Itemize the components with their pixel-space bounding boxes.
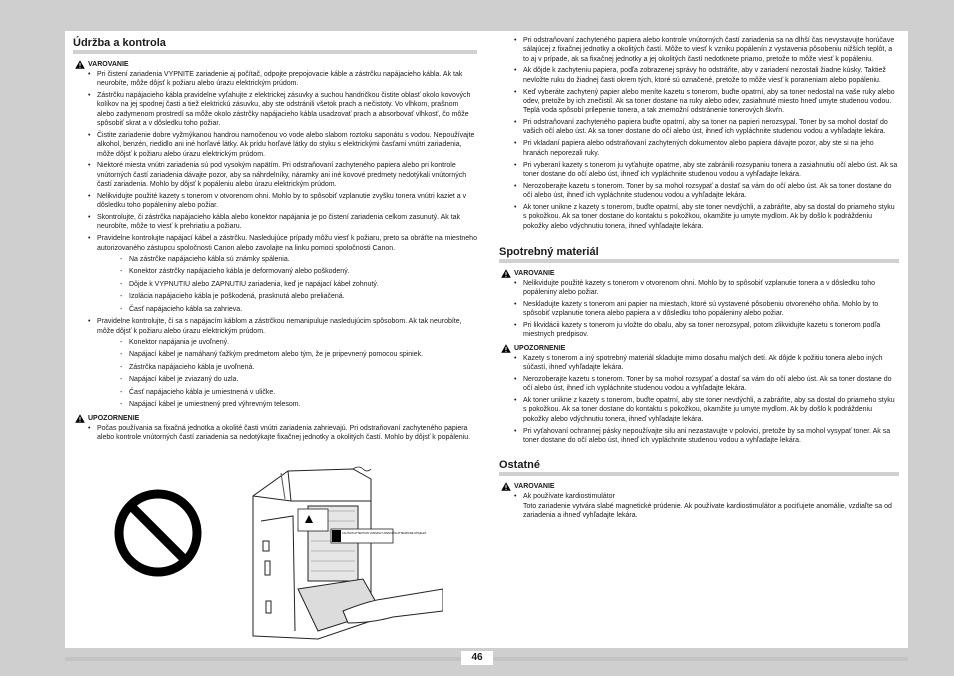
list-item: • Zástrčku napájacieho kábla pravidelne vyťahujte z elektrickej zásuvky a suchou handričkou čistite oblasť okolo kovových kolíkov na jej spodnej časti a tiež elektrickú zásuvku, aby ste odstránili všetok prach a nečistoty. Vo vlhkom, prašnom alebo zadymenom prostredí sa môže okolo zástrčky napájacieho kábla usadzovať prach a absorbovať vlhkosť, čo môže spôsobiť skrat a v dôsledku toho požiar. <box>73 91 477 128</box>
sub-item: - Zástrčka napájacieho kábla je uvoľnená. <box>97 363 477 372</box>
list-item: • Pri vyťahovaní ochrannej pásky nepoužívajte silu ani nezastavujte v polovici, pretože by sa mohol vysypať toner. Ak sa toner dostane do očí alebo úst, ihneď ich vypláchnite studenou vodou a vyhľadajte lekára. <box>499 427 899 446</box>
warning-icon <box>501 482 511 491</box>
list-item: • Keď vyberáte zachytený papier alebo meníte kazetu s tonerom, buďte opatrní, aby sa toner nedostal na vaše ruky alebo odev, pretože by ich znečistil. Ak sa toner dostane na ruky alebo odev, zasiahnuté miesto hneď umyte studenou vodou. Teplá voda spôsobí prilepenie tonera, a tak znemožní odstránenie tonerových škvŕn. <box>499 88 899 116</box>
sub-item: - Izolácia napájacieho kábla je poškodená, prasknutá alebo preliačená. <box>97 292 477 301</box>
list-item <box>73 317 477 409</box>
list-item <box>73 234 477 314</box>
sub-item: - Napájací kábel je zviazaný do uzla. <box>97 375 477 384</box>
sub-list <box>97 255 477 314</box>
list-item: • Pri vkladaní papiera alebo odstraňovaní zachytených dokumentov alebo papiera dávajte pozor, aby ste si na jeho hranách neporezali ruky. <box>499 139 899 158</box>
section-title-maintenance: Údržba a kontrola <box>73 37 477 54</box>
caution-icon <box>501 344 511 353</box>
list-item: • Nerozoberajte kazetu s tonerom. Toner by sa mohol rozsypať a dostať sa vám do očí alebo úst. Ak sa toner dostane do očí alebo úst, ihneď ich vypláchnite studenou vodou a vyhľadajte lekára. <box>499 375 899 394</box>
sub-item: - Napájací kábel je umiestnený pred výhrevným telesom. <box>97 400 477 409</box>
warning-icon <box>75 60 85 69</box>
caution-icon <box>75 414 85 423</box>
caution-list <box>73 424 477 443</box>
list-item: • Ak toner unikne z kazety s tonerom, buďte opatrní, aby ste toner nevdýchli, a zabráňte, aby sa dostal do priameho styku s pokožkou. Ak sa toner dostane do kontaktu s pokožkou, okamžite ju umyte mydlom. Ak by došlo k podráždeniu pokožky alebo vdýchnutiu tonera, ihneď vyhľadajte lekára. <box>499 203 899 231</box>
warning-icon <box>501 269 511 278</box>
list-item: • Nelikvidujte použité kazety s tonerom v otvorenom ohni. Mohlo by to spôsobiť vzplanutie tonera a v dôsledku toho popáleniny alebo požiar. <box>499 279 899 298</box>
list-item-text: Pravidelne kontrolujte napájací kábel a zástrčku. Nasledujúce prípady môžu viesť k požiaru, preto sa obráťte na miestneho autorizovaného zástupcu spoločnosti Canon alebo zavolajte na linku pomoci spoločnosti Canon. <box>97 235 477 252</box>
supplies-caution-list <box>499 354 899 445</box>
list-item: • Niektoré miesta vnútri zariadenia sú pod vysokým napätím. Pri odstraňovaní zachyteného papiera alebo pri kontrole vnútorných častí zariadenia dávajte pozor, aby sa náhrdelníky, náramky ani iné kovové predmety nedotýkali vnútorných častí zariadenia. Mohlo by dôjsť k popáleniu alebo úrazu elektrickým prúdom. <box>73 161 477 189</box>
other-warning-list <box>499 492 899 520</box>
section-title-other: Ostatné <box>499 459 899 476</box>
section-title-supplies: Spotrebný materiál <box>499 246 899 263</box>
prohibition-icon <box>119 494 197 572</box>
sub-item: - Na zástrčke napájacieho kábla sú známky spálenia. <box>97 255 477 264</box>
warning-heading <box>501 482 899 491</box>
list-item: • Skontrolujte, či zástrčka napájacieho kábla alebo konektor napájania je po čistení zariadenia celkom zasunutý. Ak tak neurobíte, môže to viesť k prehriatiu a požiaru. <box>73 213 477 232</box>
warning-label: VAROVANIE <box>514 483 555 491</box>
sub-item: - Konektor napájania je uvoľnený. <box>97 338 477 347</box>
sub-item: - Dôjde k VYPNUTIU alebo ZAPNUTIU zariadenia, keď je napájací kábel zohnutý. <box>97 280 477 289</box>
list-item: • Pri čistení zariadenia VYPNITE zariadenie aj počítač, odpojte prepojovacie káble a zástrčku napájacieho kábla. Ak tak neurobíte, môže dôjsť k požiaru alebo úrazu elektrickým prúdom. <box>73 70 477 89</box>
list-item: • Čistite zariadenie dobre vyžmýkanou handrou namočenou vo vode alebo slabom roztoku saponátu s vodou. Nepoužívajte alkohol, benzén, riedidlo ani iné horľavé látky. Ak prídu horľavé látky do styku s elektrickými časťami vnútri zariadenia, môže dôjsť k požiaru alebo úrazu elektrickým prúdom. <box>73 131 477 159</box>
list-item: • Pri likvidácii kazety s tonerom ju vložte do obalu, aby sa toner nerozsypal, potom zlikvidujte kazetu s tonerom podľa miestnych predpisov. <box>499 321 899 340</box>
sub-item: - Časť napájacieho kábla sa zahrieva. <box>97 305 477 314</box>
printer-illustration <box>113 461 443 644</box>
right-column <box>499 36 899 523</box>
list-item <box>499 492 899 520</box>
sub-item: - Konektor zástrčky napájacieho kábla je deformovaný alebo poškodený. <box>97 267 477 276</box>
sticker-text: CAUTION ATTENTION VORSICHT ATENCIÓN ATTENZIONE OPGELET <box>342 532 427 535</box>
caution-label: UPOZORNENIE <box>88 414 140 422</box>
warning-label: VAROVANIE <box>514 269 555 277</box>
list-item: • Nerozoberajte kazetu s tonerom. Toner by sa mohol rozsypať a dostať sa vám do očí alebo úst. Ak sa toner dostane do očí alebo úst, ihneď ich vypláchnite studenou vodou a vyhľadajte lekára. <box>499 182 899 201</box>
page-number: 46 <box>461 651 493 665</box>
warning-list <box>73 70 477 410</box>
sub-item: - Časť napájacieho kábla je umiestnená v uličke. <box>97 388 477 397</box>
list-item: • Ak toner unikne z kazety s tonerom, buďte opatrní, aby ste toner nevdýchli, a zabráňte, aby sa dostal do priameho styku s pokožkou. Ak sa toner dostane do kontaktu s pokožkou, okamžite ju umyte mydlom. Ak by došlo k podráždeniu pokožky alebo vdýchnutiu tonera, ihneď vyhľadajte lekára. <box>499 396 899 424</box>
list-item: • Kazety s tonerom a iný spotrebný materiál skladujte mimo dosahu malých detí. Ak dôjde k požitiu tonera alebo iných súčastí, ihneď vyhľadajte lekára. <box>499 354 899 373</box>
list-item: • Neskladujte kazety s tonerom ani papier na miestach, ktoré sú vystavené pôsobeniu otvoreného ohňa. Mohlo by to spôsobiť vzplanutie tonera alebo papiera a v dôsledku toho popáleniny alebo požiar. <box>499 300 899 319</box>
manual-page <box>65 31 908 648</box>
supplies-warning-list <box>499 279 899 340</box>
caution-label: UPOZORNENIE <box>514 344 566 352</box>
caution-heading <box>75 414 477 423</box>
sub-item: - Napájací kábel je namáhaný ťažkým predmetom alebo tým, že je pripevnený pomocou spiniek. <box>97 350 477 359</box>
fixing-unit-list <box>499 36 899 231</box>
list-item-text: Toto zariadenie vytvára slabé magnetické prúdenie. Ak používate kardiostimulátor a pociťujete anomálie, vzdiaľte sa od zariadenia a ihneď vyhľadajte lekára. <box>523 502 892 519</box>
list-item-text: Pravidelne kontrolujte, či sa s napájacím káblom a zástrčkou nemanipuluje nasledujúcim spôsobom. Ak tak neurobíte, môže dôjsť k požiaru alebo úrazu elektrickým prúdom. <box>97 318 462 335</box>
left-column <box>73 37 477 445</box>
list-item: • Pri odstraňovaní zachyteného papiera buďte opatrní, aby sa toner na papieri nerozsypal. Toner by sa mohol dostať do vašich očí alebo úst. Ak sa toner dostane do očí alebo úst, ihneď ich vypláchnite studenou vodou a vyhľadajte lekára. <box>499 118 899 137</box>
list-item: • Pri odstraňovaní zachyteného papiera alebo kontrole vnútorných častí zariadenia sa na dlhší čas nevystavujte horúčave sálajúcej z fixačnej jednotky a okolitých častí. Môže to viesť k vzniku popálenín z vystavenia pôsobeniu nižších teplôt, a to aj v prípade, ak sa fixačnej jednotky a jej okolitých častí nedotknete priamo, pretože to môže viesť k popáleniu. <box>499 36 899 64</box>
list-item: • Pri vyberaní kazety s tonerom ju vyťahujte opatrne, aby ste zabránili rozsypaniu tonera a zasiahnutiu očí alebo úst. Ak sa toner dostane do očí alebo úst, ihneď ich vypláchnite studenou vodou a vyhľadajte lekára. <box>499 161 899 180</box>
list-item: • Nelikvidujte použité kazety s tonerom v otvorenom ohni. Mohlo by to spôsobiť vzplanutie zvyšku tonera vnútri kaziet a v dôsledku toho popáleniny alebo požiar. <box>73 192 477 211</box>
warning-heading <box>501 269 899 278</box>
list-item-title: • Ak používate kardiostimulátor <box>523 493 615 501</box>
warning-heading <box>75 60 477 69</box>
sub-list <box>97 338 477 410</box>
list-item: • Počas používania sa fixačná jednotka a okolité časti vnútri zariadenia zahrievajú. Pri odstraňovaní zachyteného papiera alebo kontrole vnútorných častí zariadenia sa nedotýkajte fixačnej jednotky a okolitých častí. Mohlo by dôjsť k popáleniu. <box>73 424 477 443</box>
warning-label: VAROVANIE <box>88 61 129 68</box>
list-item: • Ak dôjde k zachyteniu papiera, podľa zobrazenej správy ho odstráňte, aby v zariadení nezostali žiadne kúsky. Taktiež nevložte ruku do žiadnej časti okrem tých, ktoré sú označené, pretože to môže viesť k poraneniam alebo popáleniu. <box>499 66 899 85</box>
caution-heading <box>501 344 899 353</box>
